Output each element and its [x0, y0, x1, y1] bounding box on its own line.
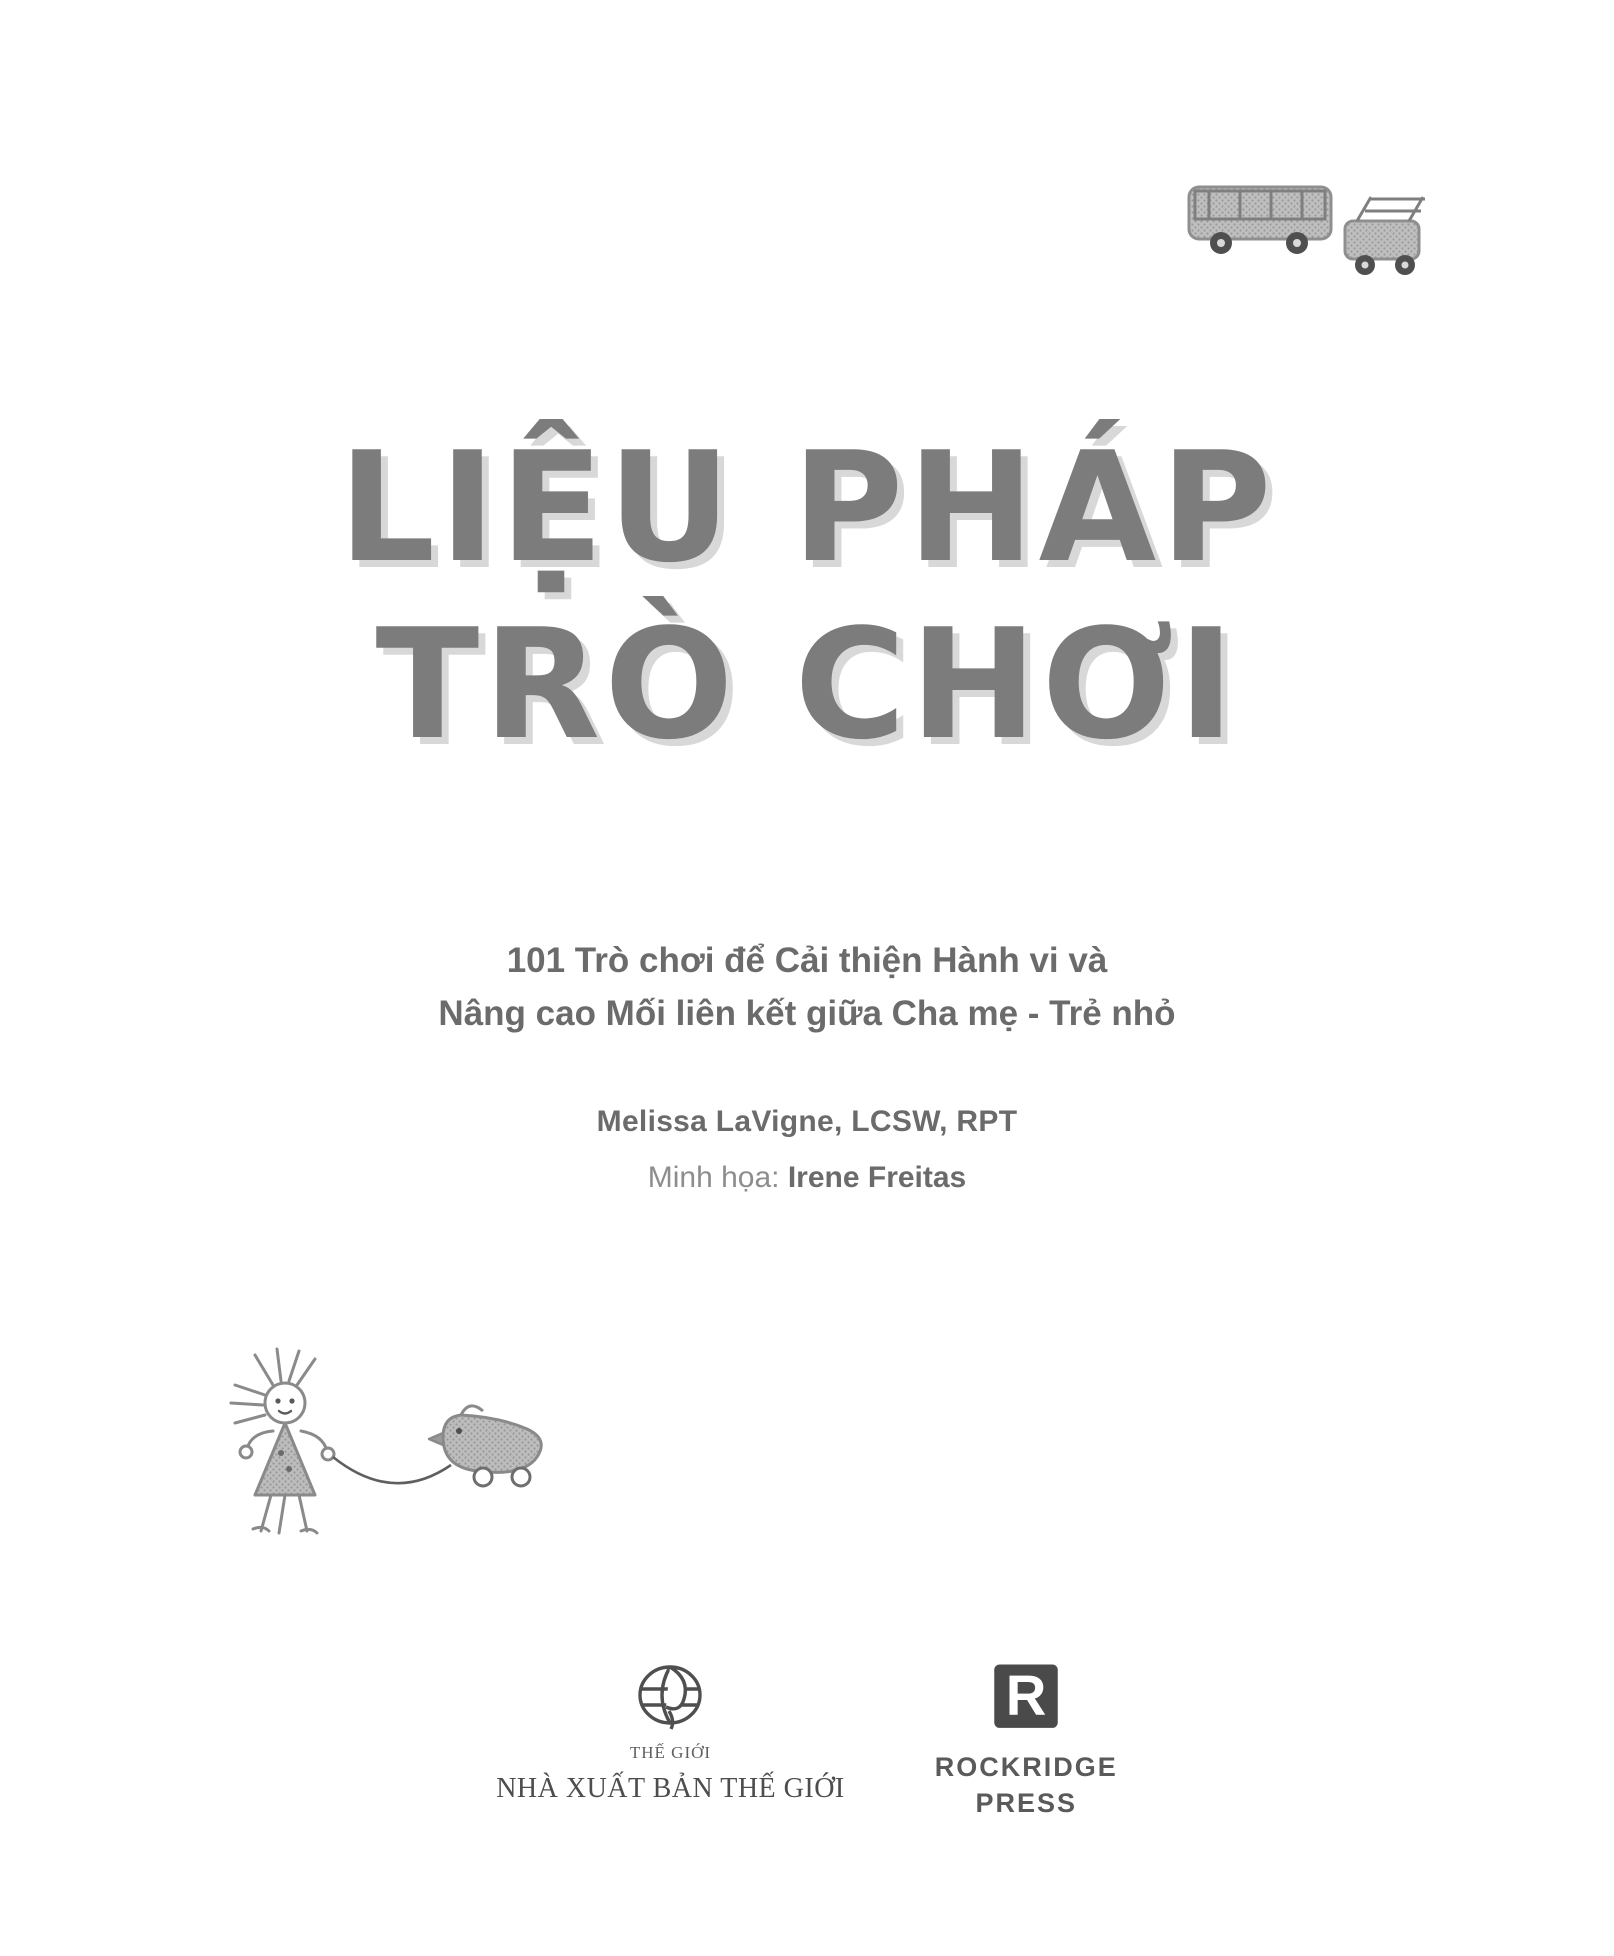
rockridge-name-line-2: PRESS — [975, 1788, 1078, 1819]
toy-bus-and-cart-illustration — [1185, 175, 1445, 305]
illustrator-label: Minh họa: — [647, 1161, 780, 1194]
the-gioi-logo-icon — [496, 1655, 845, 1741]
rockridge-name-line-1: ROCKRIDGE — [934, 1752, 1118, 1782]
the-gioi-publisher-name: NHÀ XUẤT BẢN THẾ GIỚI — [496, 1773, 845, 1804]
svg-text:R: R — [1005, 1664, 1047, 1728]
title-line-2: TRÒ CHƠI — [375, 596, 1239, 774]
publisher-logos — [0, 1655, 1614, 1822]
author-name: Melissa LaVigne, LCSW, RPT — [596, 1105, 1018, 1138]
author-credits — [0, 1105, 1614, 1195]
the-gioi-mark-caption: THẾ GIỚI — [629, 1743, 712, 1762]
illustrator-credit — [0, 1161, 1614, 1195]
doll-pulling-toy-bird-illustration — [215, 1345, 635, 1545]
book-subtitle — [0, 935, 1614, 1040]
publisher-rockridge-press — [935, 1655, 1118, 1822]
rockridge-logo-icon — [935, 1655, 1118, 1741]
title-line-1: LIỆU PHÁP — [338, 419, 1276, 596]
rockridge-publisher-name — [935, 1749, 1118, 1822]
illustrator-name: Irene Freitas — [787, 1161, 967, 1194]
publisher-the-gioi — [496, 1655, 845, 1805]
book-title — [0, 419, 1614, 774]
subtitle-line-1: 101 Trò chơi để Cải thiện Hành vi và — [506, 941, 1108, 980]
subtitle-line-2: Nâng cao Mối liên kết giữa Cha mẹ - Trẻ nhỏ — [438, 993, 1176, 1033]
